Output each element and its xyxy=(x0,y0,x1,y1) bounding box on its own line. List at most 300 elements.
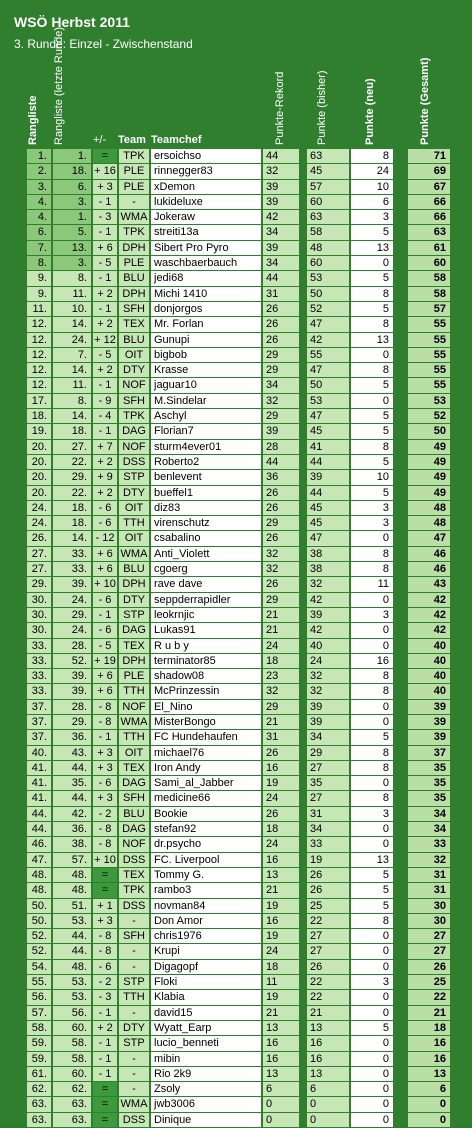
change-cell: + 3 xyxy=(93,761,117,775)
rank-cell: 12. xyxy=(27,363,51,377)
rank-cell: 59. xyxy=(27,1036,51,1050)
team-cell: NOF xyxy=(119,378,149,392)
neu-cell: 0 xyxy=(351,700,393,714)
rekord-cell: 39 xyxy=(263,195,299,209)
team-cell: STP xyxy=(119,975,149,989)
rank-cell: 3. xyxy=(27,180,51,194)
team-cell: STP xyxy=(119,1036,149,1050)
prev-rank-cell: 53. xyxy=(53,975,91,989)
bisher-cell: 55 xyxy=(307,348,349,362)
prev-rank-cell: 36. xyxy=(53,730,91,744)
change-cell: + 3 xyxy=(93,180,117,194)
rekord-cell: 19 xyxy=(263,929,299,943)
bisher-cell: 0 xyxy=(307,1113,349,1127)
change-cell: + 2 xyxy=(93,455,117,469)
change-cell: - 8 xyxy=(93,837,117,851)
neu-cell: 0 xyxy=(351,822,393,836)
prev-rank-cell: 39. xyxy=(53,684,91,698)
change-cell: - 8 xyxy=(93,715,117,729)
team-cell: TTH xyxy=(119,516,149,530)
change-cell: + 6 xyxy=(93,547,117,561)
neu-cell: 13 xyxy=(351,853,393,867)
total-cell: 53 xyxy=(408,394,450,408)
prev-rank-cell: 24. xyxy=(53,623,91,637)
neu-cell: 5 xyxy=(351,899,393,913)
team-cell: BLU xyxy=(119,807,149,821)
rekord-cell: 39 xyxy=(263,241,299,255)
bisher-cell: 27 xyxy=(307,791,349,805)
total-cell: 27 xyxy=(408,944,450,958)
header-punkte-gesamt: Punkte (Gesamt) xyxy=(419,57,431,145)
total-cell: 18 xyxy=(408,1021,450,1035)
team-cell: WMA xyxy=(120,547,148,560)
bisher-cell: 42 xyxy=(307,593,349,607)
rekord-cell: 11 xyxy=(263,975,299,989)
team-cell: DPH xyxy=(119,241,149,255)
neu-cell: 8 xyxy=(351,914,393,928)
teamchef-cell: chris1976 xyxy=(151,929,261,943)
prev-rank-cell: 48. xyxy=(53,868,91,882)
rekord-cell: 32 xyxy=(263,562,299,576)
team-cell: OIT xyxy=(119,531,149,545)
total-cell: 35 xyxy=(408,791,450,805)
rank-cell: 9. xyxy=(27,287,51,301)
teamchef-cell: mibin xyxy=(151,1052,261,1066)
team-cell: DAG xyxy=(119,776,149,790)
team-cell: DPH xyxy=(119,577,149,591)
rekord-cell: 26 xyxy=(263,746,299,760)
teamchef-cell: xDemon xyxy=(151,180,261,194)
change-cell: - 6 xyxy=(93,960,117,974)
prev-rank-cell: 22. xyxy=(53,486,91,500)
prev-rank-cell: 29. xyxy=(53,608,91,622)
rank-cell: 2. xyxy=(27,164,51,178)
change-cell: - 1 xyxy=(93,1006,117,1020)
change-cell: - 5 xyxy=(93,256,117,270)
teamchef-cell: donjorgos xyxy=(151,302,261,316)
total-cell: 35 xyxy=(408,761,450,775)
total-cell: 16 xyxy=(408,1052,450,1066)
rekord-cell: 21 xyxy=(263,623,299,637)
neu-cell: 0 xyxy=(351,776,393,790)
change-cell: + 2 xyxy=(93,1021,117,1035)
prev-rank-cell: 14. xyxy=(53,531,91,545)
teamchef-cell: Don Amor xyxy=(151,914,261,928)
rekord-cell: 26 xyxy=(263,501,299,515)
bisher-cell: 22 xyxy=(307,975,349,989)
total-cell: 33 xyxy=(408,837,450,851)
rank-cell: 44. xyxy=(27,822,51,836)
bisher-cell: 27 xyxy=(307,944,349,958)
teamchef-cell: M.Sindelar xyxy=(151,394,261,408)
rekord-cell: 26 xyxy=(263,531,299,545)
neu-cell: 5 xyxy=(351,730,393,744)
rank-cell: 12. xyxy=(27,378,51,392)
header-teamchef: Teamchef xyxy=(151,134,202,146)
change-cell: + 6 xyxy=(93,562,117,576)
rekord-cell: 16 xyxy=(263,761,299,775)
bisher-cell: 45 xyxy=(307,516,349,530)
neu-cell: 24 xyxy=(351,164,393,178)
bisher-cell: 33 xyxy=(307,837,349,851)
rekord-cell: 0 xyxy=(263,1113,299,1127)
rank-cell: 18. xyxy=(27,409,51,423)
neu-cell: 0 xyxy=(351,1036,393,1050)
neu-cell: 5 xyxy=(351,271,393,285)
prev-rank-cell: 53. xyxy=(53,990,91,1004)
teamchef-cell: Digagopf xyxy=(151,960,261,974)
rank-cell: 40. xyxy=(27,746,51,760)
change-cell: - 6 xyxy=(93,516,117,530)
total-cell: 6 xyxy=(408,1082,450,1096)
prev-rank-cell: 8. xyxy=(53,271,91,285)
bisher-cell: 40 xyxy=(307,639,349,653)
prev-rank-cell: 27. xyxy=(53,440,91,454)
teamchef-cell: Mr. Forlan xyxy=(151,317,261,331)
team-cell: TEX xyxy=(119,639,149,653)
teamchef-cell: Klabia xyxy=(151,990,261,1004)
rekord-cell: 29 xyxy=(263,409,299,423)
rank-cell: 58. xyxy=(27,1021,51,1035)
teamchef-cell: FC. Liverpool xyxy=(151,853,261,867)
prev-rank-cell: 63. xyxy=(53,1097,91,1111)
team-cell: SFH xyxy=(119,929,149,943)
team-cell: TTH xyxy=(119,990,149,1004)
prev-rank-cell: 3. xyxy=(53,195,91,209)
rekord-cell: 44 xyxy=(263,149,299,163)
rekord-cell: 28 xyxy=(263,440,299,454)
rekord-cell: 24 xyxy=(263,944,299,958)
bisher-cell: 34 xyxy=(307,730,349,744)
prev-rank-cell: 13. xyxy=(53,241,91,255)
bisher-cell: 26 xyxy=(307,868,349,882)
total-cell: 58 xyxy=(408,287,450,301)
change-cell: + 2 xyxy=(93,287,117,301)
change-cell: + 19 xyxy=(94,654,116,667)
prev-rank-cell: 48. xyxy=(53,960,91,974)
bisher-cell: 38 xyxy=(307,562,349,576)
teamchef-cell: jwb3006 xyxy=(151,1097,261,1111)
rekord-cell: 31 xyxy=(263,730,299,744)
prev-rank-cell: 58. xyxy=(53,1052,91,1066)
teamchef-cell: Dinique xyxy=(151,1113,261,1127)
teamchef-cell: El_Nino xyxy=(151,700,261,714)
rank-cell: 7. xyxy=(27,241,51,255)
total-cell: 66 xyxy=(408,210,450,224)
team-cell: SFH xyxy=(119,791,149,805)
teamchef-cell: Rio 2k9 xyxy=(151,1067,261,1081)
teamchef-cell: benlevent xyxy=(151,470,261,484)
team-cell: TTH xyxy=(119,684,149,698)
teamchef-cell: Sibert Pro Pyro xyxy=(151,241,261,255)
change-cell: + 12 xyxy=(94,333,116,346)
change-cell: - 8 xyxy=(93,929,117,943)
rank-cell: 41. xyxy=(27,761,51,775)
change-cell: + 16 xyxy=(94,165,116,178)
rank-cell: 50. xyxy=(27,899,51,913)
neu-cell: 0 xyxy=(351,623,393,637)
prev-rank-cell: 39. xyxy=(53,577,91,591)
rank-cell: 4. xyxy=(27,210,51,224)
prev-rank-cell: 18. xyxy=(53,501,91,515)
neu-cell: 5 xyxy=(351,302,393,316)
neu-cell: 0 xyxy=(351,1082,393,1096)
team-cell: TEX xyxy=(119,317,149,331)
total-cell: 42 xyxy=(408,593,450,607)
change-cell: - 3 xyxy=(93,990,117,1004)
bisher-cell: 32 xyxy=(307,577,349,591)
rekord-cell: 32 xyxy=(263,164,299,178)
rank-cell: 57. xyxy=(27,1006,51,1020)
bisher-cell: 21 xyxy=(307,1006,349,1020)
total-cell: 58 xyxy=(408,271,450,285)
neu-cell: 5 xyxy=(351,409,393,423)
total-cell: 35 xyxy=(408,776,450,790)
bisher-cell: 42 xyxy=(307,623,349,637)
rank-cell: 37. xyxy=(27,730,51,744)
change-cell: + 10 xyxy=(94,853,116,866)
teamchef-cell: waschbaerbauch xyxy=(151,256,261,270)
change-cell: + 3 xyxy=(93,914,117,928)
rank-cell: 44. xyxy=(27,807,51,821)
rank-cell: 56. xyxy=(27,990,51,1004)
rank-cell: 33. xyxy=(27,654,51,668)
rekord-cell: 16 xyxy=(263,1036,299,1050)
bisher-cell: 26 xyxy=(307,960,349,974)
bisher-cell: 45 xyxy=(307,424,349,438)
total-cell: 55 xyxy=(408,348,450,362)
rekord-cell: 26 xyxy=(263,486,299,500)
prev-rank-cell: 11. xyxy=(53,378,91,392)
total-cell: 49 xyxy=(408,486,450,500)
total-cell: 31 xyxy=(408,883,450,897)
bisher-cell: 58 xyxy=(307,225,349,239)
teamchef-cell: seppderrapidler xyxy=(151,593,261,607)
bisher-cell: 53 xyxy=(307,394,349,408)
rank-cell: 48. xyxy=(27,868,51,882)
total-cell: 39 xyxy=(408,730,450,744)
change-cell: - 3 xyxy=(93,210,117,224)
rekord-cell: 18 xyxy=(263,822,299,836)
total-cell: 48 xyxy=(408,501,450,515)
neu-cell: 6 xyxy=(351,195,393,209)
neu-cell: 10 xyxy=(351,470,393,484)
rekord-cell: 29 xyxy=(263,700,299,714)
team-cell: DAG xyxy=(119,822,149,836)
rank-cell: 41. xyxy=(27,776,51,790)
team-cell: NOF xyxy=(119,700,149,714)
change-cell: = xyxy=(93,883,117,897)
header-rangliste: Rangliste xyxy=(27,95,39,145)
teamchef-cell: lukideluxe xyxy=(151,195,261,209)
team-cell: - xyxy=(119,1052,149,1066)
team-cell: OIT xyxy=(119,746,149,760)
teamchef-cell: McPrinzessin xyxy=(151,684,261,698)
total-cell: 61 xyxy=(408,241,450,255)
total-cell: 34 xyxy=(408,822,450,836)
bisher-cell: 26 xyxy=(307,883,349,897)
teamchef-cell: Krasse xyxy=(151,363,261,377)
teamchef-cell: leokrnjic xyxy=(151,608,261,622)
total-cell: 40 xyxy=(408,669,450,683)
team-cell: - xyxy=(119,914,149,928)
total-cell: 50 xyxy=(408,424,450,438)
total-cell: 31 xyxy=(408,868,450,882)
rank-cell: 26. xyxy=(27,531,51,545)
change-cell: = xyxy=(93,1097,117,1111)
neu-cell: 0 xyxy=(351,960,393,974)
prev-rank-cell: 44. xyxy=(53,761,91,775)
neu-cell: 8 xyxy=(351,547,393,561)
total-cell: 26 xyxy=(408,960,450,974)
teamchef-cell: lucio_benneti xyxy=(151,1036,261,1050)
rank-cell: 54. xyxy=(27,960,51,974)
rekord-cell: 34 xyxy=(263,225,299,239)
team-cell: - xyxy=(119,1067,149,1081)
change-cell: + 6 xyxy=(93,684,117,698)
bisher-cell: 45 xyxy=(307,501,349,515)
team-cell: BLU xyxy=(119,562,149,576)
prev-rank-cell: 38. xyxy=(53,837,91,851)
prev-rank-cell: 33. xyxy=(53,547,91,561)
rekord-cell: 18 xyxy=(263,960,299,974)
rekord-cell: 16 xyxy=(263,853,299,867)
rekord-cell: 21 xyxy=(263,1006,299,1020)
rekord-cell: 29 xyxy=(263,516,299,530)
team-cell: PLE xyxy=(119,256,149,270)
rekord-cell: 6 xyxy=(263,1082,299,1096)
neu-cell: 8 xyxy=(351,562,393,576)
rekord-cell: 21 xyxy=(263,608,299,622)
total-cell: 22 xyxy=(408,990,450,1004)
neu-cell: 0 xyxy=(351,837,393,851)
change-cell: - 1 xyxy=(93,1067,117,1081)
neu-cell: 0 xyxy=(351,1052,393,1066)
bisher-cell: 22 xyxy=(307,914,349,928)
neu-cell: 8 xyxy=(351,684,393,698)
bisher-cell: 50 xyxy=(307,378,349,392)
team-cell: - xyxy=(119,944,149,958)
rekord-cell: 19 xyxy=(263,990,299,1004)
teamchef-cell: bigbob xyxy=(151,348,261,362)
change-cell: - 12 xyxy=(93,531,117,545)
total-cell: 63 xyxy=(408,225,450,239)
team-cell: - xyxy=(119,1082,149,1096)
neu-cell: 8 xyxy=(351,317,393,331)
rekord-cell: 16 xyxy=(263,1052,299,1066)
team-cell: DAG xyxy=(119,623,149,637)
team-cell: DSS xyxy=(119,853,149,867)
rekord-cell: 44 xyxy=(263,455,299,469)
total-cell: 55 xyxy=(408,378,450,392)
prev-rank-cell: 52. xyxy=(53,654,91,668)
change-cell: - 6 xyxy=(93,623,117,637)
total-cell: 40 xyxy=(408,684,450,698)
total-cell: 27 xyxy=(408,929,450,943)
bisher-cell: 25 xyxy=(307,899,349,913)
bisher-cell: 47 xyxy=(307,363,349,377)
bisher-cell: 57 xyxy=(307,180,349,194)
prev-rank-cell: 48. xyxy=(53,883,91,897)
total-cell: 66 xyxy=(408,195,450,209)
total-cell: 49 xyxy=(408,455,450,469)
rekord-cell: 26 xyxy=(263,807,299,821)
rank-cell: 12. xyxy=(27,333,51,347)
total-cell: 71 xyxy=(408,149,450,163)
page-subtitle: 3. Runde: Einzel - Zwischenstand xyxy=(14,37,193,51)
change-cell: + 1 xyxy=(93,899,117,913)
teamchef-cell: virenschutz xyxy=(151,516,261,530)
teamchef-cell: FC Hundehaufen xyxy=(151,730,261,744)
rank-cell: 33. xyxy=(27,669,51,683)
teamchef-cell: cgoerg xyxy=(151,562,261,576)
change-cell: - 1 xyxy=(93,195,117,209)
prev-rank-cell: 44. xyxy=(53,791,91,805)
rekord-cell: 19 xyxy=(263,776,299,790)
team-cell: WMA xyxy=(120,715,148,728)
teamchef-cell: Michi 1410 xyxy=(151,287,261,301)
rank-cell: 24. xyxy=(27,501,51,515)
neu-cell: 8 xyxy=(351,791,393,805)
neu-cell: 8 xyxy=(351,746,393,760)
team-cell: BLU xyxy=(119,271,149,285)
rank-cell: 41. xyxy=(27,791,51,805)
teamchef-cell: Floki xyxy=(151,975,261,989)
rank-cell: 8. xyxy=(27,256,51,270)
team-cell: STP xyxy=(119,470,149,484)
team-cell: TEX xyxy=(119,761,149,775)
neu-cell: 16 xyxy=(351,654,393,668)
teamchef-cell: terminator85 xyxy=(151,654,261,668)
teamchef-cell: R u b y xyxy=(151,639,261,653)
bisher-cell: 45 xyxy=(307,164,349,178)
rank-cell: 6. xyxy=(27,225,51,239)
change-cell: - 2 xyxy=(93,975,117,989)
teamchef-cell: Lukas91 xyxy=(151,623,261,637)
rank-cell: 37. xyxy=(27,715,51,729)
bisher-cell: 22 xyxy=(307,990,349,1004)
change-cell: - 1 xyxy=(93,302,117,316)
total-cell: 69 xyxy=(408,164,450,178)
prev-rank-cell: 43. xyxy=(53,746,91,760)
neu-cell: 5 xyxy=(351,1021,393,1035)
team-cell: WMA xyxy=(120,211,148,224)
neu-cell: 8 xyxy=(351,363,393,377)
teamchef-cell: Tommy G. xyxy=(151,868,261,882)
bisher-cell: 42 xyxy=(307,333,349,347)
change-cell: + 3 xyxy=(93,746,117,760)
team-cell: DSS xyxy=(119,455,149,469)
rank-cell: 52. xyxy=(27,929,51,943)
prev-rank-cell: 63. xyxy=(53,1113,91,1127)
total-cell: 34 xyxy=(408,807,450,821)
neu-cell: 13 xyxy=(351,333,393,347)
total-cell: 52 xyxy=(408,409,450,423)
rekord-cell: 32 xyxy=(263,394,299,408)
change-cell: + 2 xyxy=(93,363,117,377)
change-cell: - 1 xyxy=(93,424,117,438)
team-cell: DAG xyxy=(119,424,149,438)
change-cell: - 1 xyxy=(93,1052,117,1066)
rekord-cell: 31 xyxy=(263,287,299,301)
neu-cell: 0 xyxy=(351,944,393,958)
neu-cell: 8 xyxy=(351,149,393,163)
rekord-cell: 26 xyxy=(263,302,299,316)
neu-cell: 11 xyxy=(351,577,393,591)
rekord-cell: 36 xyxy=(263,470,299,484)
teamchef-cell: dr.psycho xyxy=(151,837,261,851)
neu-cell: 0 xyxy=(351,1006,393,1020)
